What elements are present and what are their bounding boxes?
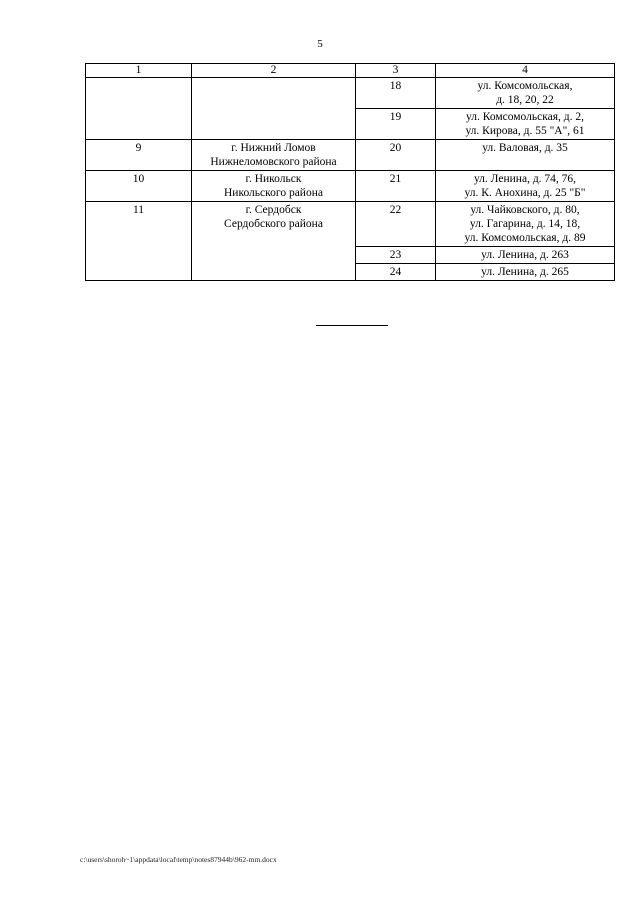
table-header-row [86, 64, 615, 78]
district-number-cell: 20 [356, 140, 436, 171]
address-cell [436, 78, 615, 109]
place-cell-line: г. Нижний Ломов [231, 142, 316, 154]
address-cell-line: ул. Комсомольская, [477, 80, 573, 92]
place-cell [192, 171, 356, 202]
address-cell-line: ул. Ленина, д. 265 [481, 266, 569, 278]
table-row [86, 78, 615, 109]
districts-table [85, 63, 615, 281]
address-cell [436, 202, 615, 247]
table-row [86, 171, 615, 202]
address-cell [436, 109, 615, 140]
column-header: 3 [356, 64, 436, 78]
address-cell-line: ул. Чайковского, д. 80, [470, 204, 580, 216]
address-cell-line: д. 18, 20, 22 [496, 94, 554, 106]
district-number-cell: 22 [356, 202, 436, 247]
place-cell-line: г. Никольск [245, 173, 302, 185]
address-cell-line: ул. Валовая, д. 35 [482, 142, 568, 154]
address-cell-line: ул. Кирова, д. 55 "А", 61 [465, 125, 585, 137]
place-cell [192, 202, 356, 281]
column-header: 1 [86, 64, 192, 78]
column-header: 2 [192, 64, 356, 78]
address-cell-line: ул. Гагарина, д. 14, 18, [469, 218, 581, 230]
address-cell-line: ул. Комсомольская, д. 89 [464, 232, 586, 244]
place-cell-line: Сердобского района [224, 218, 323, 230]
row-number-cell [86, 78, 192, 140]
address-cell [436, 171, 615, 202]
place-cell [192, 78, 356, 140]
district-number-cell: 21 [356, 171, 436, 202]
row-number-cell: 11 [86, 202, 192, 281]
place-cell [192, 140, 356, 171]
place-cell-line: г. Сердобск [245, 204, 302, 216]
address-cell-line: ул. Ленина, д. 263 [481, 249, 569, 261]
table-row [86, 202, 615, 247]
district-number-cell: 18 [356, 78, 436, 109]
district-number-cell: 19 [356, 109, 436, 140]
address-cell-line: ул. Ленина, д. 74, 76, [473, 173, 577, 185]
address-cell [436, 264, 615, 281]
row-number-cell: 10 [86, 171, 192, 202]
table-body [86, 78, 615, 281]
address-cell-line: ул. К. Анохина, д. 25 "Б" [464, 187, 586, 199]
end-rule [316, 325, 388, 326]
table-row [86, 140, 615, 171]
page-number: 5 [317, 38, 323, 50]
district-number-cell: 24 [356, 264, 436, 281]
footer-file-path: c:\users\shoroh~1\appdata\local\temp\notes87944b\962-mm.docx [80, 855, 277, 864]
address-cell [436, 247, 615, 264]
address-cell-line: ул. Комсомольская, д. 2, [465, 111, 585, 123]
column-header: 4 [436, 64, 615, 78]
place-cell-line: Нижнеломовского района [210, 156, 337, 168]
place-cell-line: Никольского района [224, 187, 323, 199]
district-number-cell: 23 [356, 247, 436, 264]
row-number-cell: 9 [86, 140, 192, 171]
address-cell [436, 140, 615, 171]
